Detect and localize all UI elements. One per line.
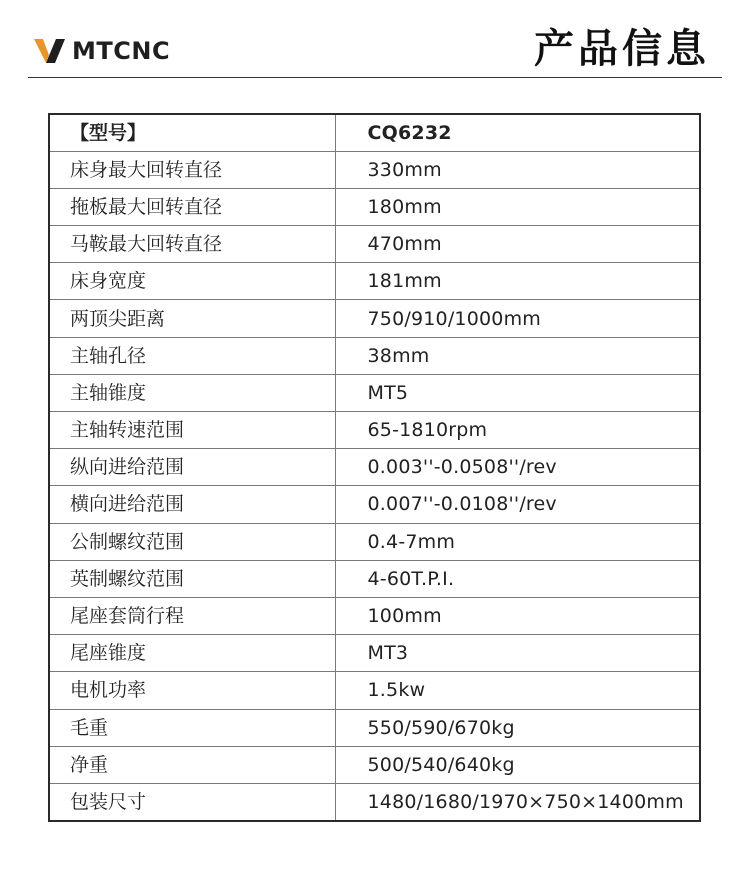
spec-value: 38mm [335, 337, 700, 374]
spec-label: 马鞍最大回转直径 [49, 226, 335, 263]
table-row [49, 672, 700, 709]
page-title: 产品信息 [534, 26, 710, 72]
spec-label: 英制螺纹范围 [49, 560, 335, 597]
table-row [49, 635, 700, 672]
table-row [49, 523, 700, 560]
spec-value: 550/590/670kg [335, 709, 700, 746]
spec-value: 4-60T.P.I. [335, 560, 700, 597]
spec-label: 主轴孔径 [49, 337, 335, 374]
table-row [49, 300, 700, 337]
logo-v-mark-icon [34, 38, 74, 64]
spec-label: 毛重 [49, 709, 335, 746]
spec-label: 床身最大回转直径 [49, 151, 335, 188]
spec-value: 0.4-7mm [335, 523, 700, 560]
spec-label: 包装尺寸 [49, 783, 335, 820]
model-value: CQ6232 [335, 114, 700, 151]
table-row [49, 449, 700, 486]
table-row [49, 486, 700, 523]
spec-value: 100mm [335, 597, 700, 634]
spec-table [48, 113, 701, 822]
model-label: 【型号】 [49, 114, 335, 151]
table-row [49, 597, 700, 634]
table-row [49, 560, 700, 597]
spec-value: 500/540/640kg [335, 746, 700, 783]
spec-value: MT5 [335, 374, 700, 411]
brand-logo [34, 38, 170, 64]
table-row [49, 151, 700, 188]
spec-label: 拖板最大回转直径 [49, 188, 335, 225]
spec-value: MT3 [335, 635, 700, 672]
spec-value: 0.007''-0.0108''/rev [335, 486, 700, 523]
header-divider [28, 77, 722, 78]
spec-value: 180mm [335, 188, 700, 225]
table-row [49, 374, 700, 411]
spec-label: 床身宽度 [49, 263, 335, 300]
spec-label: 电机功率 [49, 672, 335, 709]
table-row [49, 746, 700, 783]
spec-value: 330mm [335, 151, 700, 188]
spec-value: 750/910/1000mm [335, 300, 700, 337]
spec-value: 65-1810rpm [335, 412, 700, 449]
table-row [49, 709, 700, 746]
spec-value: 470mm [335, 226, 700, 263]
spec-label: 尾座锥度 [49, 635, 335, 672]
spec-label: 公制螺纹范围 [49, 523, 335, 560]
spec-value: 181mm [335, 263, 700, 300]
table-row [49, 337, 700, 374]
spec-value: 0.003''-0.0508''/rev [335, 449, 700, 486]
table-row [49, 263, 700, 300]
spec-label: 横向进给范围 [49, 486, 335, 523]
spec-value: 1480/1680/1970×750×1400mm [335, 783, 700, 820]
logo-wordmark: MTCNC [72, 37, 171, 65]
table-row [49, 188, 700, 225]
page-header [0, 0, 750, 80]
table-row [49, 226, 700, 263]
table-row [49, 783, 700, 820]
spec-label: 主轴转速范围 [49, 412, 335, 449]
spec-label: 净重 [49, 746, 335, 783]
table-header-row [49, 114, 700, 151]
spec-label: 尾座套筒行程 [49, 597, 335, 634]
table-row [49, 412, 700, 449]
spec-value: 1.5kw [335, 672, 700, 709]
spec-label: 主轴锥度 [49, 374, 335, 411]
spec-label: 纵向进给范围 [49, 449, 335, 486]
spec-label: 两顶尖距离 [49, 300, 335, 337]
